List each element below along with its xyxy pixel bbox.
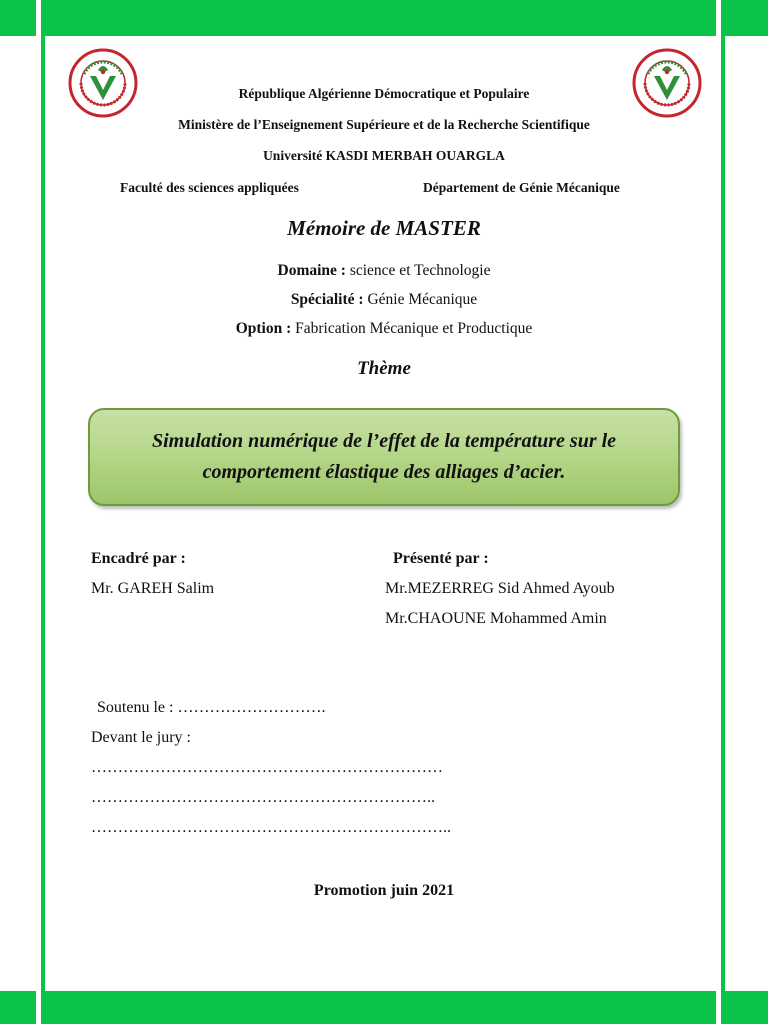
option-label: Option : — [235, 320, 292, 337]
top-green-band — [0, 0, 768, 36]
republique-heading: République Algérienne Démocratique et Populaire — [238, 86, 530, 101]
specialite-value: Génie Mécanique — [367, 291, 478, 308]
bottom-green-band — [0, 991, 768, 1024]
option-value: Fabrication Mécanique et Productique — [295, 320, 533, 337]
domaine-label: Domaine : — [277, 262, 346, 279]
memoire-title: Mémoire de MASTER — [287, 216, 481, 240]
domaine-value: science et Technologie — [349, 262, 491, 279]
universite-heading: Université KASDI MERBAH OUARGLA — [263, 148, 505, 163]
specialite-label: Spécialité : — [290, 291, 364, 308]
jury-line-1: ………………………………………………………… — [91, 759, 443, 776]
jury-label: Devant le jury : — [91, 729, 191, 746]
university-seal-left — [68, 48, 138, 118]
university-seal-right — [632, 48, 702, 118]
presente-label: Présenté par : — [393, 550, 489, 567]
theme-label: Thème — [357, 358, 411, 379]
option-line — [0, 320, 768, 338]
encadre-label: Encadré par : — [91, 550, 186, 567]
presente-name-1: Mr.MEZERREG Sid Ahmed Ayoub — [385, 580, 615, 597]
ministere-heading: Ministère de l’Enseignement Supérieure et de la Recherche Scientifique — [178, 117, 590, 132]
university-seal-icon — [68, 48, 138, 118]
presente-name-2: Mr.CHAOUNE Mohammed Amin — [385, 610, 607, 627]
encadre-name: Mr. GAREH Salim — [91, 580, 215, 597]
departement-heading: Département de Génie Mécanique — [423, 180, 620, 195]
theme-title — [132, 426, 636, 488]
domaine-line — [0, 262, 768, 280]
specialite-line — [0, 291, 768, 309]
jury-line-3: ………………………………………………………….. — [91, 819, 451, 836]
theme-title-line2: comportement élastique des alliages d’acier. — [202, 461, 566, 483]
promotion-line: Promotion juin 2021 — [313, 882, 455, 899]
theme-title-line1: Simulation numérique de l’effet de la température sur le — [151, 430, 617, 452]
jury-line-2: ……………………………………………………….. — [91, 789, 435, 806]
faculte-heading: Faculté des sciences appliquées — [120, 180, 299, 195]
university-seal-icon — [632, 48, 702, 118]
theme-title-box — [88, 408, 680, 506]
soutenu-line: Soutenu le : ………………………. — [97, 699, 326, 716]
